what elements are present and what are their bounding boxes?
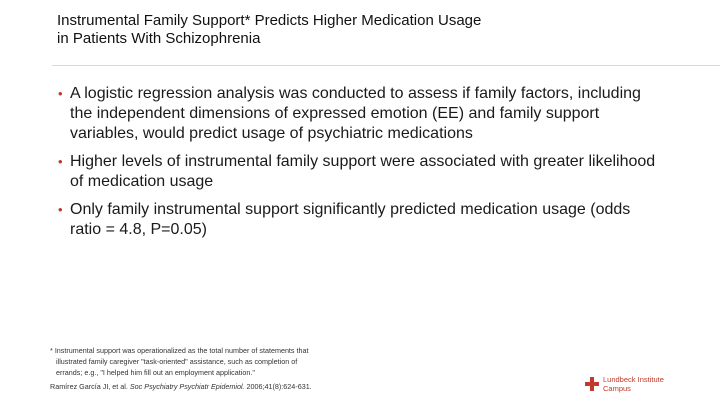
bullet-text: Only family instrumental support significantly predicted medication usage (odds ratio = 4.8, P=0.05) — [70, 201, 631, 238]
bullet-list — [58, 84, 658, 248]
logo-sub: Campus — [603, 384, 631, 393]
logo-cross-icon — [584, 376, 600, 392]
footnote — [50, 345, 450, 378]
bullet-text: Higher levels of instrumental family support were associated with greater likelihood of medication usage — [70, 153, 656, 190]
bullet-item — [58, 84, 658, 144]
lundbeck-logo — [584, 375, 684, 397]
footnote-line-2: illustrated family caregiver "task-oriented" assistance, such as completion of — [56, 357, 298, 366]
title-divider — [52, 65, 720, 66]
footnote-marker: * — [50, 346, 53, 355]
bullet-marker: • — [58, 202, 63, 217]
citation-authors: Ramírez García JI, et al. — [50, 382, 128, 391]
logo-text — [603, 375, 664, 393]
citation-details: 2006;41(8):624-631. — [246, 382, 312, 391]
bullet-marker: • — [58, 154, 63, 169]
title-line-1: Instrumental Family Support* Predicts Higher Medication Usage — [57, 12, 482, 29]
citation — [50, 381, 312, 392]
bullet-item — [58, 152, 658, 192]
bullet-item — [58, 200, 658, 240]
title-line-2: in Patients With Schizophrenia — [57, 30, 261, 47]
logo-name: Lundbeck Institute — [603, 375, 664, 384]
slide-title — [57, 12, 657, 48]
footnote-line-3: errands; e.g., "I helped him fill out an employment application." — [56, 368, 255, 377]
bullet-text: A logistic regression analysis was conducted to assess if family factors, including the independent dimensions of expressed emotion (EE) and family support variables, would predict usage of psychiatric medications — [70, 85, 641, 142]
bullet-marker: • — [58, 86, 63, 101]
footnote-line-1: * Instrumental support was operationalized as the total number of statements that — [50, 346, 309, 355]
citation-journal: Soc Psychiatry Psychiatr Epidemiol. — [129, 382, 245, 391]
